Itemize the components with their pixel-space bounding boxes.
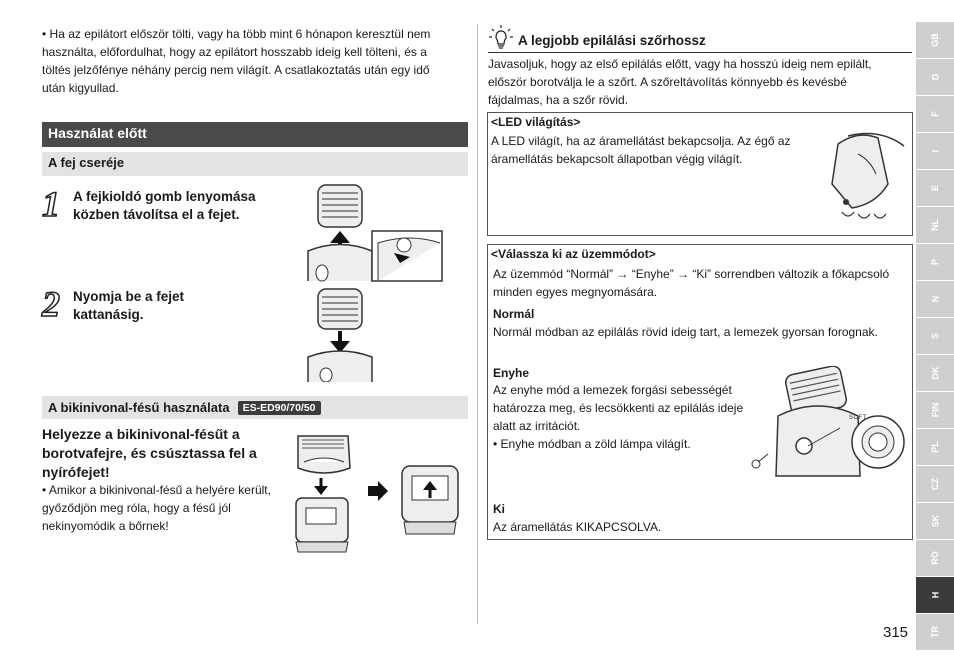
language-tab-ro[interactable] [916, 540, 954, 576]
section-title: Használat előtt [42, 122, 468, 147]
column-divider [477, 24, 478, 624]
soft-mode-illustration [748, 366, 908, 484]
soft-label: SOFT [849, 415, 867, 421]
language-tab-label: N [930, 295, 940, 303]
mode-off-text: Az áramellátás KIKAPCSOLVA. [493, 520, 662, 534]
subsection-head-change: A fej cseréje [42, 152, 468, 176]
step1-text: A fejkioldó gomb lenyomása közben távolítsa el a fejet. [73, 189, 256, 222]
intro-bullet: • Ha az epilátort először tölti, vagy ha több mint 6 hónapon keresztül nem használta, előfordulhat, hogy az epilátort hosszabb ideig kell tölteni, és a töltés jelzőfénye néhány percig nem világít. A csatlakoztatás után egy idő után kigyullad. [42, 27, 431, 95]
language-tab-label: TR [930, 626, 940, 638]
language-tab-sk[interactable] [916, 503, 954, 539]
language-tab-label: S [929, 332, 940, 340]
mode-normal-title: Normál [493, 307, 535, 321]
subsection-bikini [42, 396, 468, 419]
mode-title: <Válassza ki az üzemmódot> [491, 247, 656, 261]
language-tab-label: PL [929, 441, 940, 453]
bikini-comb-illustration [290, 428, 470, 556]
language-tab-e[interactable] [916, 170, 954, 206]
language-tab-label: GB [930, 33, 940, 47]
led-title: <LED világítás> [491, 115, 581, 129]
mode-normal-text: Normál módban az epilálás rövid ideig tart, a lemezek gyorsan forognak. [493, 325, 878, 339]
tip-underline [488, 52, 912, 53]
language-tab-d[interactable] [916, 59, 954, 95]
bikini-note: • Amikor a bikinivonal-fésű a helyére került, győződjön meg róla, hogy a fésű jól nekinyomódik a bőrnek! [42, 483, 271, 533]
language-tab-tr[interactable] [916, 614, 954, 650]
language-tab-label: NL [930, 219, 940, 231]
language-tab-label: E [929, 184, 940, 192]
language-tab-pl[interactable] [916, 429, 954, 465]
language-tab-label: FIN [930, 402, 940, 418]
mode-off-title: Ki [493, 502, 505, 516]
mode-soft-title: Enyhe [493, 366, 530, 380]
mode-text: Az üzemmód “Normál” → “Enyhe” → “Ki” sorrendben változik a főkapcsoló minden egyes megnyomására. [493, 267, 890, 299]
language-tab-dk[interactable] [916, 355, 954, 391]
language-tab-s[interactable] [916, 318, 954, 354]
language-tab-fin[interactable] [916, 392, 954, 428]
language-tab-label: RO [930, 551, 940, 565]
step1-number: 1 [42, 184, 60, 224]
led-text: A LED világít, ha az áramellátást bekapcsolja. Az égő az áramellátás bekapcsolt állapotban végig világít. [491, 134, 791, 166]
language-tab-label: DK [930, 366, 940, 380]
mode-soft-text: Az enyhe mód a lemezek forgási sebességét határozza meg, és lecsökkenti az epilálás ideje alatt az irritációt. [493, 383, 744, 433]
language-tab-f[interactable] [916, 96, 954, 132]
led-hand-illustration [818, 124, 908, 228]
tip-title: A legjobb epilálási szőrhossz [518, 33, 706, 48]
language-tab-h[interactable] [916, 577, 954, 613]
model-badge: ES-ED90/70/50 [238, 401, 321, 415]
bikini-instruction: Helyezze a bikinivonal-fésűt a borotvafejre, és csúsztassa fel a nyírófejet! [42, 426, 257, 480]
tip-text: Javasoljuk, hogy az első epilálás előtt, vagy ha hosszú ideig nem epilált, először borotválja le a szőrt. A szőreltávolítás könnyebb és kevésbé fájdalmas, ha a szőr rövid. [488, 57, 872, 107]
bikini-title: A bikinivonal-fésű használata [48, 400, 230, 415]
language-tab-gb[interactable] [916, 22, 954, 58]
head-attach-illustration [300, 287, 380, 382]
language-tab-label: SK [929, 514, 940, 528]
language-tab-cz[interactable] [916, 466, 954, 502]
language-tab-label: F [930, 111, 940, 117]
page-number: 315 [883, 624, 909, 641]
step2-number: 2 [42, 284, 60, 324]
language-tab-label: H [930, 591, 940, 599]
language-tab-n[interactable] [916, 281, 954, 317]
language-tab-label: CZ [930, 478, 940, 490]
language-tab-i[interactable] [916, 133, 954, 169]
mode-soft-bullet: • Enyhe módban a zöld lámpa világít. [493, 437, 691, 451]
step2-text: Nyomja be a fejet kattanásig. [73, 289, 185, 322]
language-tab-label: D [930, 73, 940, 81]
language-tab-nl[interactable] [916, 207, 954, 243]
head-removal-illustration [300, 183, 450, 283]
language-tab-label: I [929, 149, 940, 153]
language-tab-label: P [929, 258, 940, 266]
lightbulb-icon [488, 24, 514, 50]
language-tab-p[interactable] [916, 244, 954, 280]
